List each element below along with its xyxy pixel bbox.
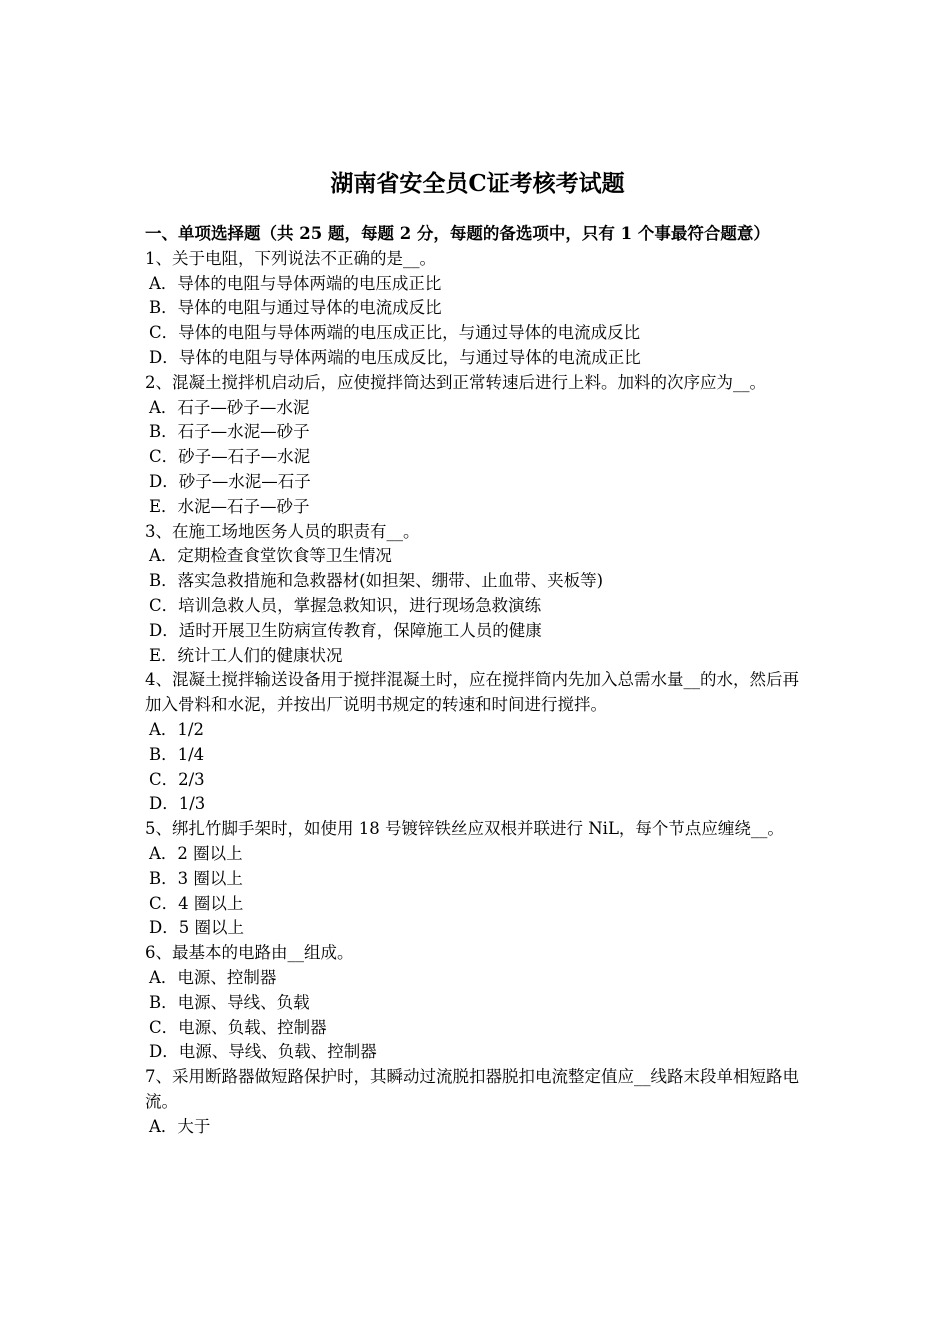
question-stem: 4、混凝土搅拌输送设备用于搅拌混凝土时，应在搅拌筒内先加入总需水量__的水，然后再加入骨料和水泥，并按出厂说明书规定的转速和时间进行搅拌。	[145, 670, 799, 715]
option-a: A．2 圈以上	[149, 843, 243, 863]
question-2	[145, 371, 810, 520]
option-e: E．统计工人们的健康状况	[149, 645, 343, 665]
question-4	[145, 668, 810, 817]
question-3	[145, 520, 810, 669]
option-c: C．砂子—石子—水泥	[149, 447, 311, 467]
option-b: B．导体的电阻与通过导体的电流成反比	[149, 298, 442, 318]
option-b: B．石子—水泥—砂子	[149, 422, 310, 442]
option-c: C．培训急救人员，掌握急救知识，进行现场急救演练	[149, 595, 542, 615]
option-b: B．电源、导线、负载	[149, 992, 310, 1012]
option-c: C．4 圈以上	[149, 893, 244, 913]
question-stem: 3、在施工场地医务人员的职责有__。	[145, 521, 420, 541]
section-heading: 一、单项选择题（共 25 题，每题 2 分，每题的备选项中，只有 1 个事最符合题意）	[145, 224, 770, 243]
option-c: C．2/3	[149, 769, 205, 789]
question-stem: 2、混凝土搅拌机启动后，应使搅拌筒达到正常转速后进行上料。加料的次序应为__。	[145, 372, 766, 392]
option-c: C．电源、负载、控制器	[149, 1017, 327, 1037]
option-d: D．砂子—水泥—石子	[149, 471, 311, 491]
question-stem: 5、绑扎竹脚手架时，如使用 18 号镀锌铁丝应双根并联进行 NiL，每个节点应缠绕__。	[145, 819, 784, 839]
option-d: D．5 圈以上	[149, 918, 244, 938]
question-stem: 1、关于电阻，下列说法不正确的是__。	[145, 248, 436, 268]
question-stem: 6、最基本的电路由__组成。	[145, 943, 354, 963]
option-a: A．大于	[149, 1116, 211, 1136]
question-5	[145, 817, 810, 941]
option-d: D．适时开展卫生防病宣传教育，保障施工人员的健康	[149, 620, 542, 640]
option-b: B．落实急救措施和急救器材(如担架、绷带、止血带、夹板等)	[149, 571, 603, 591]
option-d: D．电源、导线、负载、控制器	[149, 1042, 377, 1062]
option-e: E．水泥—石子—砂子	[149, 496, 310, 516]
option-a: A．定期检查食堂饮食等卫生情况	[149, 546, 392, 566]
question-stem: 7、采用断路器做短路保护时，其瞬动过流脱扣器脱扣电流整定值应__线路末段单相短路电流。	[145, 1067, 799, 1111]
question-1	[145, 247, 810, 371]
option-a: A．石子—砂子—水泥	[149, 397, 310, 417]
option-a: A．1/2	[149, 719, 204, 739]
question-6	[145, 941, 810, 1065]
option-d: D．1/3	[149, 794, 206, 814]
question-7	[145, 1065, 810, 1139]
option-c: C．导体的电阻与导体两端的电压成正比，与通过导体的电流成反比	[149, 323, 641, 343]
option-a: A．电源、控制器	[149, 967, 277, 987]
document-body	[145, 222, 810, 1139]
option-d: D．导体的电阻与导体两端的电压成反比，与通过导体的电流成正比	[149, 347, 641, 367]
document-title: 湖南省安全员C证考核考试题	[330, 170, 625, 198]
option-b: B．1/4	[149, 744, 205, 764]
option-a: A．导体的电阻与导体两端的电压成正比	[149, 273, 442, 293]
option-b: B．3 圈以上	[149, 868, 243, 888]
